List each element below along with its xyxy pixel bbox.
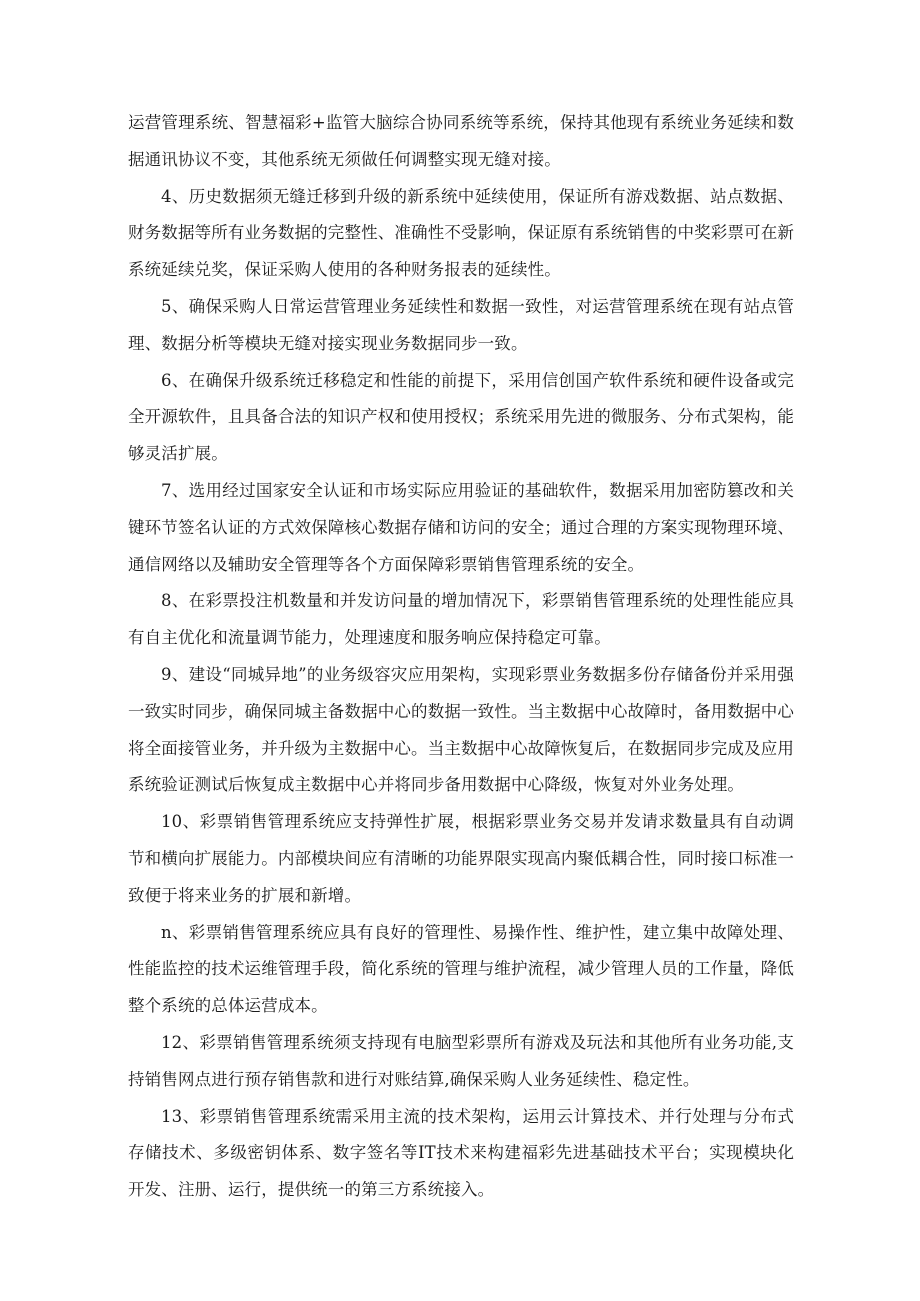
paragraph-item-4: 4、历史数据须无缝迁移到升级的新系统中延续使用，保证所有游戏数据、站点数据、财务数据等所有业务数据的完整性、准确性不受影响，保证原有系统销售的中奖彩票可在新系统延续兑奖，保证采购人使用的各种财务报表的延续性。	[128, 186, 794, 280]
paragraph-item-5: 5、确保采购人日常运营管理业务延续性和数据一致性，对运营管理系统在现有站点管理、数据分析等模块无缝对接实现业务数据同步一致。	[128, 296, 794, 353]
paragraph-item-9: 9、建设“同城异地”的业务级容灾应用架构，实现彩票业务数据多份存储备份并采用强一致实时同步，确保同城主备数据中心的数据一致性。当主数据中心故障时，备用数据中心将全面接管业务，并升级为主数据中心。当主数据中心故障恢复后，在数据同步完成及应用系统验证测试后恢复成主数据中心并将同步备用数据中心降级，恢复对外业务处理。	[128, 664, 794, 795]
paragraph-item-12: 12、彩票销售管理系统须支持现有电脑型彩票所有游戏及玩法和其他所有业务功能,支持销售网点进行预存销售款和进行对账结算,确保采购人业务延续性、稳定性。	[128, 1032, 794, 1089]
paragraph-item-10: 10、彩票销售管理系统应支持弹性扩展，根据彩票业务交易并发请求数量具有自动调节和横向扩展能力。内部模块间应有清晰的功能界限实现高内聚低耦合性，同时接口标准一致便于将来业务的扩展和新增。	[128, 812, 794, 905]
paragraph-continuation: 运营管理系统、智慧福彩+监管大脑综合协同系统等系统，保持其他现有系统业务延续和数据通讯协议不变，其他系统无须做任何调整实现无缝对接。	[128, 113, 794, 169]
document-body	[128, 105, 794, 1209]
paragraph-item-8: 8、在彩票投注机数量和并发访问量的增加情况下，彩票销售管理系统的处理性能应具有自主优化和流量调节能力，处理速度和服务响应保持稳定可靠。	[128, 591, 794, 648]
paragraph-item-11: n、彩票销售管理系统应具有良好的管理性、易操作性、维护性，建立集中故障处理、性能监控的技术运维管理手段，简化系统的管理与维护流程，减少管理人员的工作量，降低整个系统的总体运营成本。	[128, 922, 794, 1016]
paragraph-item-6: 6、在确保升级系统迁移稳定和性能的前提下，采用信创国产软件系统和硬件设备或完全开源软件，且具备合法的知识产权和使用授权；系统采用先进的微服务、分布式架构，能够灵活扩展。	[128, 370, 794, 464]
paragraph-item-13: 13、彩票销售管理系统需采用主流的技术架构，运用云计算技术、并行处理与分布式存储技术、多级密钥体系、数字签名等IT技术来构建福彩先进基础技术平台；实现模块化开发、注册、运行，提供统一的第三方系统接入。	[128, 1106, 794, 1200]
paragraph-item-7: 7、选用经过国家安全认证和市场实际应用验证的基础软件，数据采用加密防篡改和关键环节签名认证的方式效保障核心数据存储和访问的安全；通过合理的方案实现物理环境、通信网络以及辅助安全管理等各个方面保障彩票销售管理系统的安全。	[128, 480, 794, 574]
